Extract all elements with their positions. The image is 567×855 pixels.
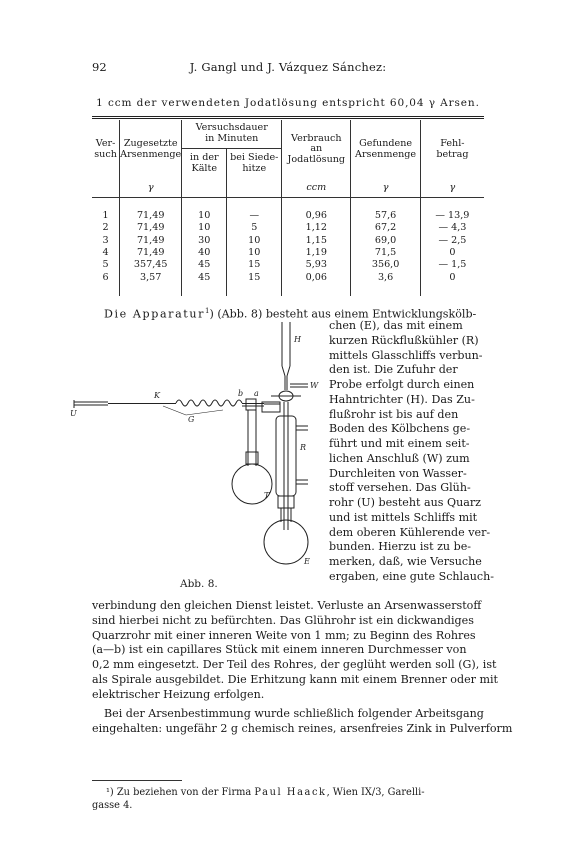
footnote-text-pre: ¹) Zu beziehen von der Firma — [106, 787, 255, 798]
cell-zugesetzte: 71,49 — [120, 210, 182, 222]
cell-gefundene: 69,0 — [351, 235, 420, 247]
table-row — [92, 247, 484, 259]
cell-kaelte: 10 — [182, 223, 227, 235]
text-line: chen (E), das mit einem — [329, 319, 463, 332]
table-top-rule-2 — [92, 118, 484, 119]
cell-verbrauch: 0,96 — [282, 210, 351, 222]
text-line: merken, daß, wie Versuche — [329, 555, 482, 568]
text-line: und ist mittels Schliffs mit — [329, 510, 478, 524]
label-t: T — [264, 491, 270, 500]
cell-fehlbetrag: — 4,3 — [420, 223, 484, 235]
apparatus-drawing — [68, 320, 330, 570]
unit-zugesetzte: γ — [120, 179, 182, 198]
lead-text: ) (Abb. 8) besteht aus einem Entwicklungskölb- — [209, 307, 477, 321]
cell-kaelte: 30 — [182, 235, 227, 247]
cell-verbrauch: 1,19 — [282, 247, 351, 259]
col-header-fehlbetrag: Fehl- betrag — [420, 120, 484, 179]
col-header-verbrauch: Verbrauch an Jodatlösung — [282, 120, 351, 179]
col-header-kaelte: in der Kälte — [182, 149, 227, 180]
paragraph-apparatus-side — [329, 319, 494, 585]
text-line: flußrohr ist bis auf den — [329, 407, 459, 421]
cell-zugesetzte: 71,49 — [120, 247, 182, 259]
table-row — [92, 272, 484, 284]
cell-kaelte: 45 — [182, 272, 227, 284]
cell-fehlbetrag: — 13,9 — [420, 210, 484, 222]
apparatus-figure — [68, 320, 330, 570]
footnote-marker: 1 — [205, 307, 210, 315]
cell-kaelte: 10 — [182, 210, 227, 222]
text-line: stoff versehen. Das Glüh- — [329, 481, 471, 495]
funnel-taper — [287, 366, 290, 376]
results-table — [92, 120, 484, 296]
equivalence-statement: 1 ccm der verwendeten Jodatlösung entspricht 60,04 γ Arsen. — [96, 97, 480, 109]
cell-siedehitze: — — [227, 210, 282, 222]
cell-versuch: 1 — [102, 210, 109, 222]
footnote-rule — [92, 780, 182, 781]
reflux-condenser — [276, 416, 296, 496]
figure-caption: Abb. 8. — [180, 578, 218, 590]
cell-fehlbetrag: 0 — [420, 272, 484, 284]
cell-versuch: 5 — [102, 259, 109, 271]
cell-verbrauch: 5,93 — [282, 259, 351, 271]
cell-verbrauch: 1,15 — [282, 235, 351, 247]
text-line: ergaben, eine gute Schlauch- — [329, 569, 494, 583]
lead-term: Die Apparatur — [104, 307, 205, 321]
unit-verbrauch: ccm — [282, 179, 351, 198]
paragraph-apparatus-continued — [92, 599, 499, 702]
text-line: Bei der Arsenbestimmung wurde schließlich folgender Arbeitsgang — [104, 707, 484, 720]
label-r: R — [300, 443, 307, 452]
label-h: H — [294, 335, 301, 344]
text-line: den ist. Die Zufuhr der — [329, 363, 458, 377]
label-u: U — [70, 409, 77, 418]
cell-fehlbetrag: — 2,5 — [420, 235, 484, 247]
funnel-taper — [282, 366, 285, 376]
text-line: führt und mit einem seit- — [329, 437, 470, 450]
cell-versuch: 4 — [102, 247, 109, 259]
cell-siedehitze: 15 — [227, 259, 282, 271]
cell-versuch: 3 — [102, 234, 109, 246]
cell-versuch: 2 — [102, 222, 109, 234]
col-header-siedehitze: bei Siede- hitze — [227, 149, 282, 180]
unit-fehlbetrag: γ — [420, 179, 484, 198]
cell-zugesetzte: 71,49 — [120, 223, 182, 235]
text-line: mittels Glasschliffs verbun- — [329, 348, 483, 362]
cell-kaelte: 45 — [182, 259, 227, 271]
flask-e — [264, 520, 308, 564]
text-line: (a—b) ist ein capillares Stück mit einem inneren Durchmesser von — [92, 643, 467, 657]
running-head-authors: J. Gangl und J. Vázquez Sánchez: — [189, 60, 387, 74]
table-row — [92, 210, 484, 222]
text-line: bunden. Hierzu ist zu be- — [329, 540, 472, 554]
text-line: sind hierbei nicht zu befürchten. Das Glührohr ist ein dickwandiges — [92, 613, 474, 627]
cell-gefundene: 356,0 — [351, 259, 420, 271]
text-line: eingehalten: ungefähr 2 g chemisch reines, arsenfreies Zink in Pulverform — [92, 721, 513, 735]
text-line: verbindung den gleichen Dienst leistet. Verluste an Arsenwasserstoff — [92, 599, 482, 612]
text-line: als Spirale ausgebildet. Die Erhitzung kann mit einem Brenner oder mit — [92, 672, 499, 686]
text-line: Probe erfolgt durch einen — [329, 378, 475, 391]
ground-joint — [246, 399, 256, 410]
text-line: lichen Anschluß (W) zum — [329, 451, 470, 465]
cell-versuch: 6 — [102, 271, 109, 283]
cell-zugesetzte: 357,45 — [120, 259, 182, 271]
cell-verbrauch: 0,06 — [282, 272, 351, 284]
paragraph-procedure — [92, 707, 513, 737]
text-line: Durchleiten von Wasser- — [329, 466, 467, 480]
col-header-versuchsdauer: Versuchsdauer in Minuten — [182, 120, 282, 149]
label-w: W — [310, 381, 319, 390]
cell-zugesetzte: 3,57 — [120, 272, 182, 284]
page-number: 92 — [92, 60, 107, 74]
footnote-text-post: , Wien IX/3, Garelli- — [326, 787, 425, 798]
cell-siedehitze: 15 — [227, 272, 282, 284]
label-g: G — [188, 415, 195, 424]
text-line: Boden des Kölbchens ge- — [329, 422, 471, 436]
label-e: E — [304, 557, 310, 566]
text-line: elektrischer Heizung erfolgen. — [92, 687, 265, 701]
cell-siedehitze: 10 — [227, 247, 282, 259]
cell-gefundene: 3,6 — [351, 272, 420, 284]
footnote-company: Paul Haack — [254, 787, 327, 798]
cell-siedehitze: 10 — [227, 235, 282, 247]
col-header-zugesetzte: Zugesetzte Arsenmenge — [120, 120, 182, 179]
flask-joint — [278, 496, 294, 508]
label-pointer — [163, 406, 186, 415]
cell-kaelte: 40 — [182, 247, 227, 259]
footnote — [92, 786, 484, 812]
text-line: kurzen Rückflußkühler (R) — [329, 333, 479, 347]
text-line: dem oberen Kühlerende ver- — [329, 525, 491, 539]
text-line: 0,2 mm eingesetzt. Der Teil des Rohres, der geglüht werden soll (G), ist — [92, 658, 497, 671]
label-a: a — [254, 389, 259, 398]
label-k: K — [154, 391, 160, 400]
cell-siedehitze: 5 — [227, 223, 282, 235]
table-row — [92, 235, 484, 247]
cell-fehlbetrag: 0 — [420, 247, 484, 259]
text-line: rohr (U) besteht aus Quarz — [329, 496, 481, 509]
cell-zugesetzte: 71,49 — [120, 235, 182, 247]
glow-spiral — [176, 400, 242, 406]
unit-gefundene: γ — [351, 179, 420, 198]
cell-fehlbetrag: — 1,5 — [420, 259, 484, 271]
cell-gefundene: 57,6 — [351, 210, 420, 222]
table-row — [92, 223, 484, 235]
text-line: Hahntrichter (H). Das Zu- — [329, 392, 475, 406]
label-b: b — [238, 389, 244, 398]
table-top-rule — [92, 116, 484, 117]
footnote-line2: gasse 4. — [92, 800, 133, 811]
col-header-versuch: Ver- such — [94, 137, 117, 160]
cell-verbrauch: 1,12 — [282, 223, 351, 235]
text-line: Quarzrohr mit einer inneren Weite von 1 mm; zu Beginn des Rohres — [92, 628, 476, 642]
cell-gefundene: 71,5 — [351, 247, 420, 259]
cell-gefundene: 67,2 — [351, 223, 420, 235]
col-header-gefundene: Gefundene Arsenmenge — [351, 120, 420, 179]
running-header — [92, 60, 484, 76]
table-row — [92, 259, 484, 271]
